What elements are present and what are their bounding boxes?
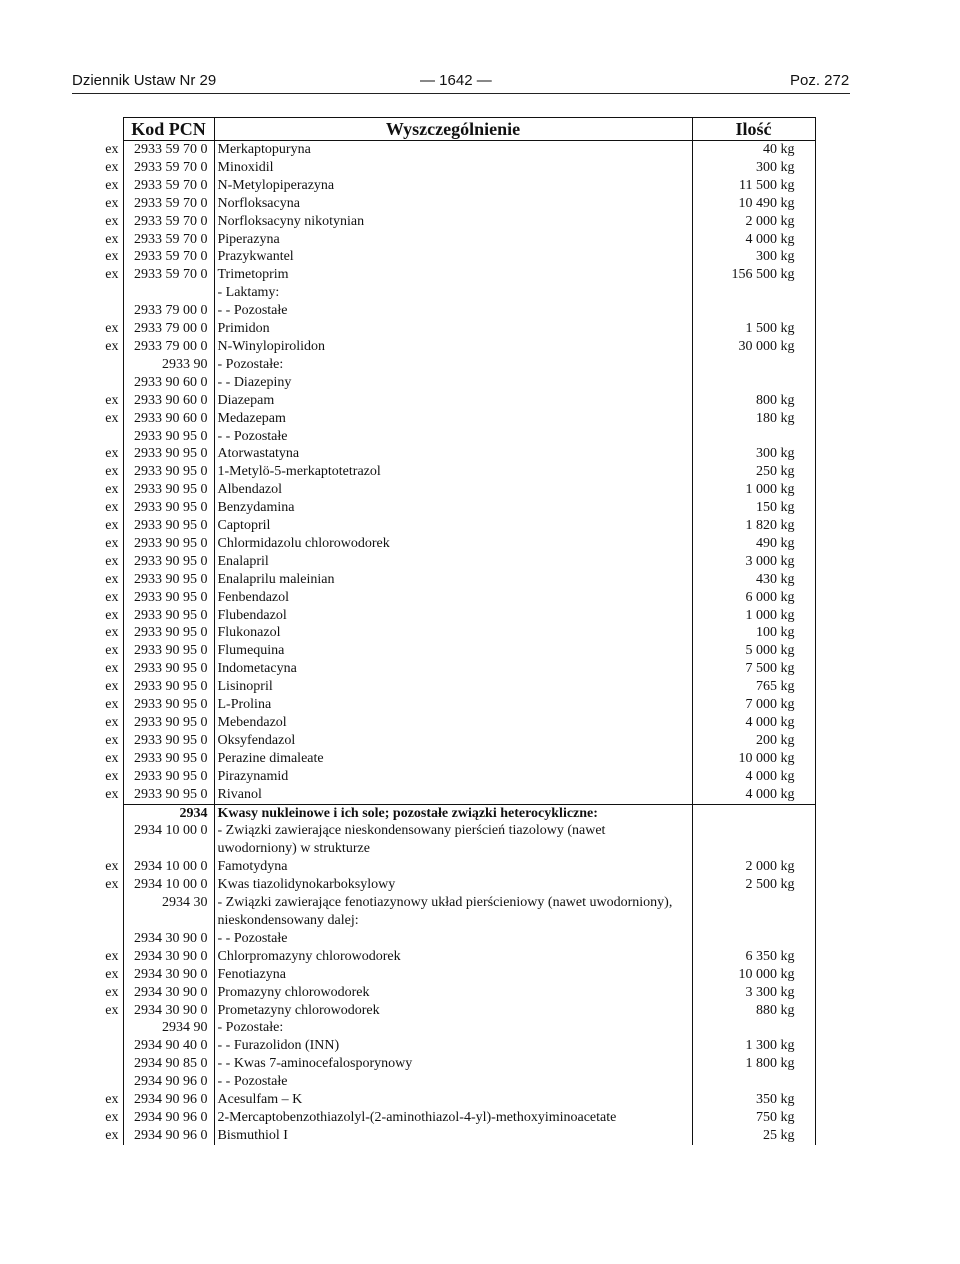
pcn-code: 2934 30 90 0 [123, 1002, 214, 1020]
pcn-code: 2933 90 95 0 [123, 786, 214, 804]
table-row [93, 553, 815, 571]
description: - - Diazepiny [214, 374, 692, 392]
table-row [93, 858, 815, 876]
quantity: 1 800 kg [692, 1055, 815, 1073]
quantity: 25 kg [692, 1127, 815, 1145]
ex-marker: ex [105, 177, 119, 193]
quantity: 150 kg [692, 499, 815, 517]
ex-marker [93, 1037, 123, 1055]
table-row [93, 177, 815, 195]
table-row [93, 1037, 815, 1055]
pcn-code: 2934 90 96 0 [123, 1127, 214, 1145]
table-row [93, 266, 815, 284]
quantity: 40 kg [692, 141, 815, 159]
quantity: 6 000 kg [692, 589, 815, 607]
ex-marker: ex [105, 750, 119, 766]
pcn-code: 2933 90 95 0 [123, 750, 214, 768]
description: Indometacyna [214, 660, 692, 678]
ex-marker [93, 930, 123, 948]
ex-marker [93, 284, 123, 302]
description: Pirazynamid [214, 768, 692, 786]
quantity: 1 300 kg [692, 1037, 815, 1055]
ex-marker: ex [105, 1092, 119, 1108]
quantity [692, 822, 815, 858]
pcn-code: 2933 90 60 0 [123, 410, 214, 428]
quantity: 200 kg [692, 732, 815, 750]
ex-marker: ex [105, 715, 119, 730]
description: Mebendazol [214, 714, 692, 732]
ex-marker [93, 428, 123, 446]
table-row [93, 1127, 815, 1145]
description: - - Pozostałe [214, 930, 692, 948]
ex-marker: ex [105, 1002, 119, 1018]
quantity: 430 kg [692, 571, 815, 589]
ex-marker [93, 894, 123, 930]
quantity: 800 kg [692, 392, 815, 410]
quantity: 10 000 kg [692, 966, 815, 984]
table-row [93, 1109, 815, 1127]
ex-marker [93, 356, 123, 374]
description: - Laktamy: [214, 284, 692, 302]
description: N-Metylopiperazyna [214, 177, 692, 195]
description: Albendazol [214, 481, 692, 499]
pcn-code: 2933 90 95 0 [123, 445, 214, 463]
description: L-Prolina [214, 696, 692, 714]
description: - - Pozostałe [214, 302, 692, 320]
description: Captopril [214, 517, 692, 535]
description: - Pozostałe: [214, 356, 692, 374]
ex-marker: ex [105, 679, 119, 695]
description: Promazyny chlorowodorek [214, 984, 692, 1002]
quantity: 7 500 kg [692, 660, 815, 678]
quantity: 2 000 kg [692, 858, 815, 876]
quantity [692, 356, 815, 374]
ex-marker: ex [105, 195, 119, 211]
pcn-code: 2933 79 00 0 [123, 320, 214, 338]
description: Chlorpromazyny chlorowodorek [214, 948, 692, 966]
quantity: 10 490 kg [692, 195, 815, 213]
description: Atorwastatyna [214, 445, 692, 463]
pcn-code: 2934 90 40 0 [123, 1037, 214, 1055]
quantity: 100 kg [692, 624, 815, 642]
description: Medazepam [214, 410, 692, 428]
table-row [93, 338, 815, 356]
pcn-code: 2933 59 70 0 [123, 195, 214, 213]
table-row [93, 248, 815, 266]
description: Trimetoprim [214, 266, 692, 284]
quantity: 10 000 kg [692, 750, 815, 768]
ex-marker: ex [105, 607, 119, 623]
quantity: 6 350 kg [692, 948, 815, 966]
description: Perazine dimaleate [214, 750, 692, 768]
pcn-code: 2933 90 95 0 [123, 589, 214, 607]
pcn-code: 2933 90 95 0 [123, 517, 214, 535]
description: Famotydyna [214, 858, 692, 876]
table-row [93, 804, 815, 822]
pcn-code: 2934 90 85 0 [123, 1055, 214, 1073]
table-row [93, 141, 815, 159]
table-row [93, 822, 815, 858]
quantity [692, 374, 815, 392]
ex-marker [93, 822, 123, 858]
column-header-description: Wyszczególnienie [214, 118, 692, 141]
pcn-code: 2934 30 [123, 894, 214, 930]
pcn-code: 2933 90 95 0 [123, 481, 214, 499]
table-row [93, 481, 815, 499]
table-row [93, 1073, 815, 1091]
column-header-code: Kod PCN [123, 118, 214, 141]
table-row [93, 463, 815, 481]
pcn-code: 2934 30 90 0 [123, 948, 214, 966]
table-row [93, 302, 815, 320]
table-row [93, 1055, 815, 1073]
pcn-code: 2933 90 95 0 [123, 696, 214, 714]
table-row [93, 517, 815, 535]
ex-marker: ex [105, 159, 119, 175]
quantity [692, 894, 815, 930]
ex-marker: ex [105, 464, 119, 480]
quantity: 4 000 kg [692, 231, 815, 249]
table-row [93, 966, 815, 984]
quantity [692, 428, 815, 446]
quantity: 490 kg [692, 535, 815, 553]
pcn-code: 2933 90 95 0 [123, 553, 214, 571]
ex-marker: ex [105, 213, 119, 229]
pcn-code: 2933 90 95 0 [123, 714, 214, 732]
quantity: 1 500 kg [692, 320, 815, 338]
table-row [93, 660, 815, 678]
pcn-code: 2933 59 70 0 [123, 266, 214, 284]
quantity: 7 000 kg [692, 696, 815, 714]
pcn-code: 2933 79 00 0 [123, 338, 214, 356]
quantity [692, 302, 815, 320]
quantity: 250 kg [692, 463, 815, 481]
ex-marker: ex [105, 984, 119, 1000]
table-row [93, 930, 815, 948]
ex-marker: ex [105, 141, 119, 157]
pcn-code: 2933 90 95 0 [123, 678, 214, 696]
table-row [93, 535, 815, 553]
ex-marker: ex [105, 338, 119, 354]
ex-marker: ex [105, 1109, 119, 1125]
header-rule [72, 93, 850, 94]
pcn-code: 2933 90 95 0 [123, 624, 214, 642]
pcn-code: 2934 90 96 0 [123, 1109, 214, 1127]
ex-marker: ex [105, 231, 119, 247]
ex-marker [93, 804, 123, 822]
table-row [93, 678, 815, 696]
description: Diazepam [214, 392, 692, 410]
table-header-row [93, 118, 815, 141]
pcn-code: 2934 10 00 0 [123, 876, 214, 894]
quantity [692, 284, 815, 302]
description: Enalapril [214, 553, 692, 571]
description: - - Pozostałe [214, 428, 692, 446]
description: Lisinopril [214, 678, 692, 696]
pcn-code: 2933 90 95 0 [123, 660, 214, 678]
description: Piperazyna [214, 231, 692, 249]
pcn-code: 2933 90 95 0 [123, 642, 214, 660]
ex-marker: ex [105, 267, 119, 283]
quantity: 180 kg [692, 410, 815, 428]
quantity: 350 kg [692, 1091, 815, 1109]
pcn-code: 2933 90 60 0 [123, 392, 214, 410]
table-row [93, 231, 815, 249]
table-row [93, 948, 815, 966]
pcn-code: 2934 90 96 0 [123, 1073, 214, 1091]
quantity: 300 kg [692, 445, 815, 463]
description: Flukonazol [214, 624, 692, 642]
column-header-quantity: Ilość [692, 118, 815, 141]
description: 2-Mercaptobenzothiazolyl-(2-aminothiazol-4-yl)-methoxyiminoacetate [214, 1109, 692, 1127]
pcn-code: 2934 30 90 0 [123, 966, 214, 984]
description: Norfloksacyny nikotynian [214, 213, 692, 231]
description: Merkaptopuryna [214, 141, 692, 159]
description: Bismuthiol I [214, 1127, 692, 1145]
table-row [93, 1002, 815, 1020]
ex-marker: ex [105, 392, 119, 408]
quantity: 1 820 kg [692, 517, 815, 535]
pcn-code: 2933 90 95 0 [123, 571, 214, 589]
description: - Związki zawierające fenotiazynowy układ pierścieniowy (nawet uwodorniony), nieskondensowany dalej: [214, 894, 692, 930]
ex-marker: ex [105, 482, 119, 498]
pcn-code: 2933 59 70 0 [123, 213, 214, 231]
quantity: 300 kg [692, 159, 815, 177]
header-page-number: — 1642 — [420, 72, 492, 89]
table-row [93, 642, 815, 660]
ex-marker: ex [105, 500, 119, 516]
ex-marker [93, 302, 123, 320]
ex-marker: ex [105, 877, 119, 893]
description: Oksyfendazol [214, 732, 692, 750]
table-row [93, 696, 815, 714]
description: Prazykwantel [214, 248, 692, 266]
pcn-code: 2933 90 60 0 [123, 374, 214, 392]
header-journal-title: Dziennik Ustaw Nr 29 [72, 72, 217, 89]
description: Minoxidil [214, 159, 692, 177]
description: Fenbendazol [214, 589, 692, 607]
quantity: 1 000 kg [692, 481, 815, 499]
description: Chlormidazolu chlorowodorek [214, 535, 692, 553]
ex-marker: ex [105, 732, 119, 748]
description: Benzydamina [214, 499, 692, 517]
description: Flubendazol [214, 607, 692, 625]
table-row [93, 984, 815, 1002]
pcn-code: 2933 90 95 0 [123, 463, 214, 481]
quantity: 4 000 kg [692, 768, 815, 786]
ex-marker [93, 374, 123, 392]
table-row [93, 320, 815, 338]
pcn-code: 2933 90 95 0 [123, 732, 214, 750]
pcn-code: 2934 10 00 0 [123, 822, 214, 858]
quantity: 880 kg [692, 1002, 815, 1020]
customs-table [93, 117, 816, 1145]
pcn-code: 2933 59 70 0 [123, 159, 214, 177]
ex-marker [93, 1019, 123, 1037]
pcn-code: 2933 59 70 0 [123, 177, 214, 195]
quantity [692, 1073, 815, 1091]
table-row [93, 768, 815, 786]
table-row [93, 732, 815, 750]
quantity [692, 1019, 815, 1037]
table-row [93, 750, 815, 768]
quantity: 2 000 kg [692, 213, 815, 231]
table-row [93, 445, 815, 463]
ex-column-header [93, 118, 123, 141]
table-row [93, 284, 815, 302]
pcn-code: 2933 79 00 0 [123, 302, 214, 320]
ex-marker: ex [105, 1127, 119, 1143]
quantity: 750 kg [692, 1109, 815, 1127]
description: Enalaprilu maleinian [214, 571, 692, 589]
pcn-code: 2933 59 70 0 [123, 231, 214, 249]
ex-marker: ex [105, 321, 119, 337]
pcn-code: 2934 [123, 804, 214, 822]
description: - Pozostałe: [214, 1019, 692, 1037]
pcn-code: 2933 90 95 0 [123, 428, 214, 446]
quantity: 156 500 kg [692, 266, 815, 284]
table-row [93, 607, 815, 625]
table-row [93, 195, 815, 213]
table-body [93, 141, 815, 1145]
quantity: 3 000 kg [692, 553, 815, 571]
ex-marker: ex [105, 966, 119, 982]
table-row [93, 499, 815, 517]
description: - - Pozostałe [214, 1073, 692, 1091]
ex-marker: ex [105, 589, 119, 605]
ex-marker: ex [105, 553, 119, 569]
quantity [692, 930, 815, 948]
ex-marker: ex [105, 661, 119, 677]
quantity: 1 000 kg [692, 607, 815, 625]
quantity: 2 500 kg [692, 876, 815, 894]
description: Kwas tiazolidynokarboksylowy [214, 876, 692, 894]
table-row [93, 410, 815, 428]
ex-marker: ex [105, 786, 119, 802]
table-row [93, 1091, 815, 1109]
ex-marker: ex [105, 859, 119, 875]
quantity: 4 000 kg [692, 786, 815, 804]
quantity [692, 804, 815, 822]
ex-marker: ex [105, 768, 119, 784]
table-row [93, 1019, 815, 1037]
table-row [93, 714, 815, 732]
table-row [93, 894, 815, 930]
table-row [93, 159, 815, 177]
pcn-code: 2934 30 90 0 [123, 930, 214, 948]
table-row [93, 213, 815, 231]
quantity: 5 000 kg [692, 642, 815, 660]
description: Flumequina [214, 642, 692, 660]
description: Acesulfam – K [214, 1091, 692, 1109]
description: - Związki zawierające nieskondensowany pierścień tiazolowy (nawet uwodorniony) w strukturze [214, 822, 692, 858]
ex-marker: ex [105, 249, 119, 265]
table-row [93, 624, 815, 642]
table-row [93, 356, 815, 374]
table-row [93, 374, 815, 392]
description: Norfloksacyna [214, 195, 692, 213]
ex-marker: ex [105, 571, 119, 587]
table-row [93, 428, 815, 446]
pcn-code: 2934 90 [123, 1019, 214, 1037]
quantity: 4 000 kg [692, 714, 815, 732]
description: Prometazyny chlorowodorek [214, 1002, 692, 1020]
pcn-code: 2933 90 95 0 [123, 499, 214, 517]
description: Rivanol [214, 786, 692, 804]
ex-marker [93, 1055, 123, 1073]
pcn-code: 2933 90 95 0 [123, 535, 214, 553]
table-row [93, 589, 815, 607]
table-row [93, 876, 815, 894]
pcn-code: 2934 90 96 0 [123, 1091, 214, 1109]
pcn-code: 2933 59 70 0 [123, 141, 214, 159]
table-row [93, 392, 815, 410]
ex-marker: ex [105, 643, 119, 659]
pcn-code: 2934 30 90 0 [123, 984, 214, 1002]
ex-marker: ex [105, 625, 119, 641]
description: Primidon [214, 320, 692, 338]
ex-marker [93, 1073, 123, 1091]
header-position: Poz. 272 [790, 72, 850, 89]
quantity: 30 000 kg [692, 338, 815, 356]
ex-marker: ex [105, 535, 119, 551]
quantity: 300 kg [692, 248, 815, 266]
table-row [93, 571, 815, 589]
ex-marker: ex [105, 697, 119, 713]
description: N-Winylopirolidon [214, 338, 692, 356]
description: - - Kwas 7-aminocefalosporynowy [214, 1055, 692, 1073]
ex-marker: ex [105, 446, 119, 462]
pcn-code: 2933 90 95 0 [123, 607, 214, 625]
pcn-code: 2933 90 95 0 [123, 768, 214, 786]
description: Kwasy nukleinowe i ich sole; pozostałe związki heterocykliczne: [214, 804, 692, 822]
quantity: 765 kg [692, 678, 815, 696]
description: - - Furazolidon (INN) [214, 1037, 692, 1055]
description: Fenotiazyna [214, 966, 692, 984]
ex-marker: ex [105, 948, 119, 964]
pcn-code: 2933 90 [123, 356, 214, 374]
pcn-code: 2934 10 00 0 [123, 858, 214, 876]
description: 1-Metylö-5-merkaptotetrazol [214, 463, 692, 481]
ex-marker: ex [105, 518, 119, 534]
pcn-code [123, 284, 214, 302]
quantity: 3 300 kg [692, 984, 815, 1002]
table-row [93, 786, 815, 804]
ex-marker: ex [105, 410, 119, 426]
quantity: 11 500 kg [692, 177, 815, 195]
pcn-code: 2933 59 70 0 [123, 248, 214, 266]
